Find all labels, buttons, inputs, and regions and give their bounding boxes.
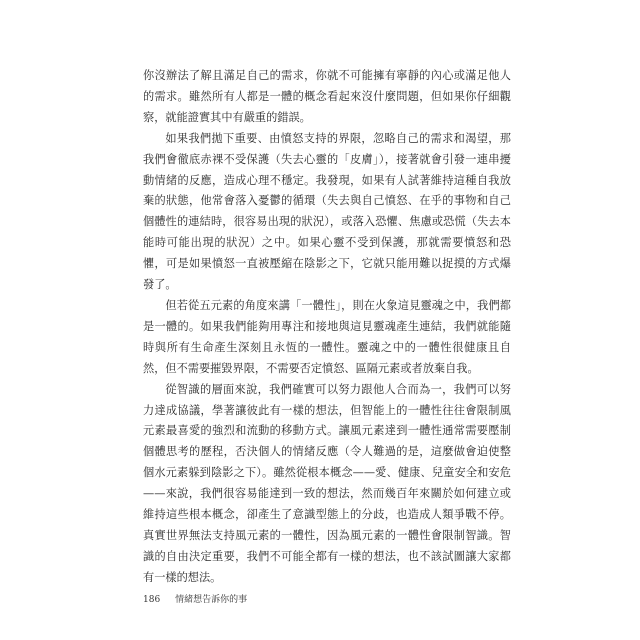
- paragraph-2: 如果我們拋下重要、由憤怒支持的界限，忽略自己的需求和渴望，那我們會徹底赤裸不受保護（失去心靈的「皮膚」），接著就會引發一連串擾動情緒的反應，造成心理不穩定。我發現，如果有人試著維持這種自我放棄的狀態，他常會落入憂鬱的循環（失去與自己憤怒、在乎的事物和自己個體性的連結時，很容易出現的狀況），或落入恐懼、焦慮或恐慌（失去本能時可能出現的狀況）之中。如果心靈不受到保護，那就需要憤怒和恐懼，可是如果憤怒一直被壓縮在陰影之下，它就只能用難以捉摸的方式爆發了。: [143, 131, 511, 292]
- paragraph-3: 但若從五元素的角度來講「一體性」，則在火象這見靈魂之中，我們都是一體的。如果我們能夠用專注和接地與這見靈魂產生連結，我們就能隨時與所有生命產生深刻且永恆的一體性。靈魂之中的一體性很健康且自然，但不需要摧毀界限，不需要否定憤怒、區隔元素或者放棄自我。: [143, 298, 511, 375]
- page-footer: [143, 592, 247, 605]
- running-title: 情緒想告訴你的事: [175, 595, 248, 605]
- paragraph-4: 從智識的層面來說，我們確實可以努力跟他人合而為一，我們可以努力達成協議，學著讓彼此有一樣的想法，但智能上的一體性往往會限制風元素最喜愛的強烈和流動的移動方式。讓風元素達到一體性通常需要壓制個體思考的歷程，否決個人的情緒反應（令人難過的是，這麼做會迫使整個水元素躲到陰影之下）。雖然從根本概念——愛、健康、兒童安全和安危——來說，我們很容易能達到一致的想法，然而幾百年來關於如何建立或維持這些根本概念，卻產生了意識型態上的分歧，也造成人類爭戰不停。真實世界無法支持風元素的一體性，因為風元素的一體性會限制智識。智識的自由決定重要，我們不可能全都有一樣的想法，也不該試圖讓大家都有一樣的想法。: [143, 382, 511, 584]
- body-text: [143, 66, 511, 589]
- paragraph-1: 你沒辦法了解且滿足自己的需求，你就不可能擁有寧靜的內心或滿足他人的需求。雖然所有人都是一體的概念看起來沒什麼問題，但如果你仔細觀察，就能證實其中有嚴重的錯誤。: [143, 69, 511, 124]
- page-number: 186: [143, 595, 161, 605]
